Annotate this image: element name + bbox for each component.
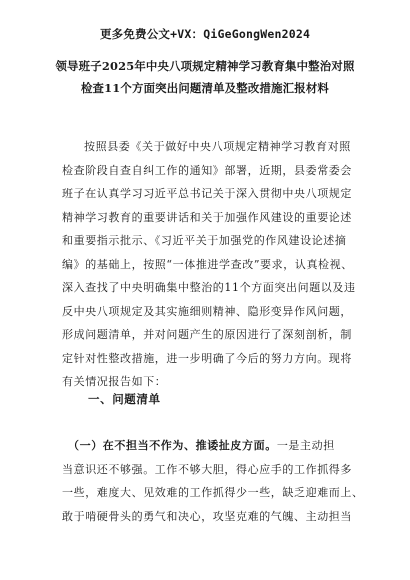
intro-paragraph (62, 135, 362, 394)
intro-line: 检查阶段自查自纠工作的通知》部署，近期，县委常委会 (62, 163, 352, 177)
item-first-line (62, 434, 362, 458)
item-line: 一些，难度大、见效难的工作抓得少一些，缺乏迎难而上、 (62, 486, 364, 499)
intro-line: 形成问题清单，并对问题产生的原因进行了深刻剖析，制 (62, 328, 352, 341)
title-line-2: 检查11个方面突出问题清单及整改措施汇报材料 (80, 81, 330, 95)
intro-line: 有关情况报告如下： (62, 375, 167, 388)
item-first-line-rest: 一是主动担 (276, 439, 335, 452)
intro-line: 定针对性整改措施，进一步明确了今后的努力方向。现将 (62, 351, 352, 365)
intro-line: 和重要指示批示、《习近平关于加强党的作风建设论述摘 (62, 234, 347, 247)
intro-line: 班子在认真学习习近平总书记关于深入贯彻中央八项规定 (62, 187, 352, 200)
intro-line: 编》的基础上，按照“一体推进学查改”要求，认真检视、 (62, 257, 353, 271)
intro-line: 按照县委《关于做好中央八项规定精神学习教育对照 (84, 140, 351, 153)
item-paragraph (62, 434, 362, 528)
document-title (40, 55, 370, 99)
intro-line: 反中央八项规定及其实施细则精神、隐形变异作风问题， (62, 304, 352, 318)
promo-header-note: 更多免费公文+VX：QiGeGongWen2024 (99, 27, 311, 41)
intro-line: 精神学习教育的重要讲话和关于加强作风建设的重要论述 (62, 210, 352, 224)
item-line: 当意识还不够强。工作不够大胆，得心应手的工作抓得多 (62, 462, 352, 476)
section-heading-problem-list: 一、问题清单 (88, 392, 161, 406)
title-line-1: 领导班子2025年中央八项规定精神学习教育集中整治对照 (55, 59, 355, 73)
item-lead-heading: （一）在不担当不作为、推诿扯皮方面。 (68, 439, 277, 452)
intro-line: 深入查找了中央明确集中整治的11个方面突出问题以及违 (62, 281, 356, 294)
item-line: 敢于啃硬骨头的勇气和决心，攻坚克难的气魄、主动担当 (62, 509, 352, 523)
